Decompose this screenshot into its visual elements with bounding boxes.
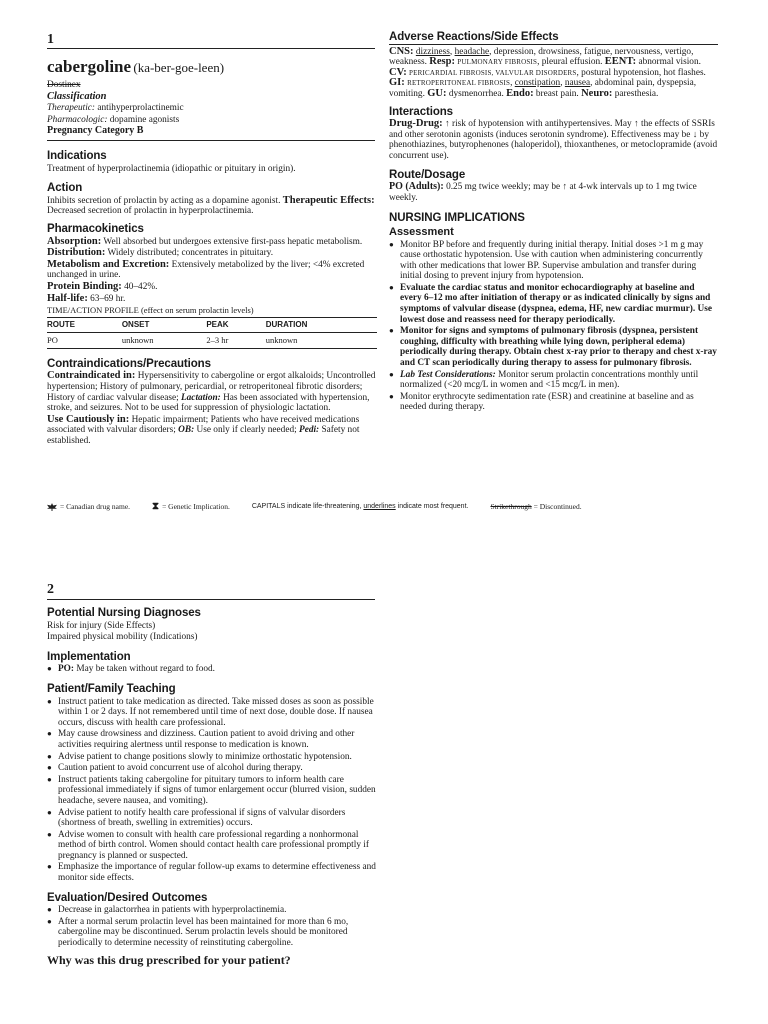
pronunciation: (ka-ber-goe-leen) bbox=[133, 60, 225, 75]
list-item: ● Advise patient to notify health care professional if signs of valvular disorders (shortness of breath, swelling in extremities) occurs. bbox=[47, 808, 377, 829]
drug-title bbox=[47, 58, 377, 79]
list-item: ● Advise women to consult with health care professional regarding a nonhormonal method of birth control. Women should contact health care professional promptly if pregnancy is planned or suspected. bbox=[47, 830, 377, 862]
evaluation-list bbox=[47, 905, 377, 948]
list-item: ● May cause drowsiness and dizziness. Caution patient to avoid driving and other activities requiring alertness until response to medication is known. bbox=[47, 729, 377, 750]
time-action-table bbox=[47, 317, 377, 349]
list-item: ● After a normal serum prolactin level has been maintained for more than 6 mo, cabergoline may be discontinued. Serum prolactin levels should be monitored periodically to determine necessity of reinstituting cabergoline. bbox=[47, 917, 377, 949]
drug-name: cabergoline bbox=[47, 57, 132, 76]
left-column bbox=[47, 58, 377, 448]
table-cell: PO bbox=[47, 333, 122, 349]
diagnosis-item: Impaired physical mobility (Indications) bbox=[47, 632, 198, 643]
page-number: 1 bbox=[47, 32, 54, 47]
list-item: ● Emphasize the importance of regular follow-up exams to determine effectiveness and monitor side effects. bbox=[47, 862, 377, 883]
list-item: ● Advise patient to change positions slowly to minimize orthostatic hypotension. bbox=[47, 752, 377, 763]
nursing-implications-heading: NURSING IMPLICATIONS bbox=[389, 212, 525, 225]
adverse-reactions-text: CNS: dizziness, headache, depression, drowsiness, fatigue, nervousness, vertigo, weakness. Resp: PULMONARY FIBROSIS, pleural effusion. EENT: abnormal vision. CV: PERICARDIAL FIBROSIS, VALVULAR DISORDERS, postural hypotension, hot flashes. GI: RETROPERITONEAL FIBROSIS, constipation, nausea, abdominal pain, dyspepsia, vomiting. GU: dysmenorrhea. Endo: breast pain. Neuro: paresthesia. bbox=[389, 45, 706, 99]
implementation-heading: Implementation bbox=[47, 650, 131, 663]
table-row bbox=[47, 333, 377, 349]
list-item: ● Monitor BP before and frequently during initial therapy. Initial doses >1 m g may cause orthostatic hypotension. Use with caution when administering concurrently with other medications that lower BP. Supervise ambulation and transfer during initial dosing to prevent injury from hypotension. bbox=[389, 240, 718, 282]
maple-leaf-icon bbox=[47, 503, 57, 511]
brand-name: Dostinex bbox=[47, 80, 81, 90]
pharmacologic-class: Pharmacologic: dopamine agonists bbox=[47, 114, 180, 125]
legend-strikethrough: Strikethrough = Discontinued. bbox=[490, 502, 582, 511]
dna-helix-icon: ⧗ bbox=[152, 501, 160, 512]
interactions-heading: Interactions bbox=[389, 105, 453, 118]
drug-card-page-2 bbox=[0, 580, 768, 1024]
teaching-list bbox=[47, 697, 377, 884]
list-item: ● Instruct patient to take medication as directed. Take missed doses as soon as possible within 1 or 2 days. If not remembered until time of next dose, double dose. If nausea occurs, discuss with health care professional. bbox=[47, 697, 377, 729]
classification-heading: Classification bbox=[47, 90, 107, 102]
time-action-caption: TIME/ACTION PROFILE (effect on serum prolactin levels) bbox=[47, 305, 254, 316]
diagnosis-item: Risk for injury (Side Effects) bbox=[47, 620, 156, 631]
header-rule bbox=[47, 599, 375, 600]
therapeutic-class: Therapeutic: antihyperprolactinemic bbox=[47, 103, 184, 114]
route-dosage-heading: Route/Dosage bbox=[389, 168, 466, 181]
indications-text: Treatment of hyperprolactinemia (idiopathic or pituitary in origin). bbox=[47, 163, 296, 174]
section-rule bbox=[47, 140, 375, 141]
list-item: ● Monitor for signs and symptoms of pulmonary fibrosis (dyspnea, persistent coughing, difficulty with breathing while lying down, peripheral edema) periodically during therapy. Obtain chest x-ray prior to therapy and chest x-ray and CT scan periodically during therapy to assess for pulmonary fibrosis. bbox=[389, 326, 718, 368]
route-dosage-text: PO (Adults): 0.25 mg twice weekly; may be ↑ at 4-wk intervals up to 1 mg twice weekly. bbox=[389, 181, 697, 203]
legend-genetic: ⧗ = Genetic Implication. bbox=[152, 501, 230, 512]
table-header: ONSET bbox=[122, 317, 207, 333]
contraindicated-in: Contraindicated in: Hypersensitivity to cabergoline or ergot alkaloids; Uncontrolled hypertension; History of pulmonary, pericardial, or retroperitoneal fibrotic disorders; History of cardiac valvular disease; Lactation: Has been associated with hypertension, stroke, and seizures. Not to be used for suppression of physiologic lactation. bbox=[47, 370, 376, 414]
why-prescribed-question: Why was this drug prescribed for your patient? bbox=[47, 952, 291, 967]
absorption: Absorption: Well absorbed but undergoes extensive first-pass hepatic metabolism. bbox=[47, 235, 363, 247]
list-item: ● PO: May be taken without regard to food. bbox=[47, 664, 377, 675]
legend bbox=[47, 501, 718, 512]
use-cautiously-in: Use Cautiously in: Hepatic impairment; Patients who have received medications associated with valvular disorders; OB: Use only if clearly needed; Pedi: Safety not established. bbox=[47, 413, 360, 447]
list-item: ● Instruct patients taking cabergoline for pituitary tumors to inform health care professional immediately if signs of tumor enlargement occur (blurred vision, sudden headache, severe nausea, and vomiting). bbox=[47, 775, 377, 807]
list-item: ● Caution patient to avoid concurrent use of alcohol during therapy. bbox=[47, 763, 377, 774]
distribution: Distribution: Widely distributed; concentrates in pituitary. bbox=[47, 247, 274, 259]
nursing-diagnoses-heading: Potential Nursing Diagnoses bbox=[47, 607, 201, 619]
right-column bbox=[389, 32, 718, 414]
section-rule bbox=[389, 44, 718, 45]
page-number: 2 bbox=[47, 582, 54, 597]
list-item: ● Lab Test Considerations: Monitor serum prolactin concentrations monthly until normalized (<20 mcg/L in women and <15 mcg/L in men). bbox=[389, 370, 718, 391]
table-cell: unknown bbox=[122, 333, 207, 349]
assessment-heading: Assessment bbox=[389, 225, 454, 238]
header-rule bbox=[47, 48, 375, 49]
implementation-list bbox=[47, 664, 377, 675]
list-item: ● Decrease in galactorrhea in patients with hyperprolactinemia. bbox=[47, 905, 377, 916]
table-header: ROUTE bbox=[47, 317, 122, 333]
adverse-reactions-heading: Adverse Reactions/Side Effects bbox=[389, 31, 559, 43]
table-header: DURATION bbox=[266, 317, 377, 333]
patient-teaching-heading: Patient/Family Teaching bbox=[47, 682, 176, 695]
half-life: Half-life: 63–69 hr. bbox=[47, 292, 126, 304]
evaluation-heading: Evaluation/Desired Outcomes bbox=[47, 891, 208, 904]
page2-column bbox=[47, 602, 377, 966]
interactions-text: Drug-Drug: ↑ risk of hypotension with antihypertensives. May ↑ the effects of SSRIs and other serotonin agonists (induces serotonin syndrome). Effectiveness may be ↓ by phenothiazines, butyrophenones (haloperidol), thioxanthenes, or metoclopramide (avoid concurrent use). bbox=[389, 118, 718, 161]
pharmacokinetics-heading: Pharmacokinetics bbox=[47, 222, 144, 235]
legend-canadian: = Canadian drug name. bbox=[47, 502, 130, 511]
action-text: Inhibits secretion of prolactin by acting as a dopamine agonist. Therapeutic Effects: Decreased secretion of prolactin in hyperprolactinemia. bbox=[47, 194, 375, 217]
legend-capitals: CAPITALS indicate life-threatening, underlines indicate most frequent. bbox=[251, 503, 469, 510]
contraindications-heading: Contraindications/Precautions bbox=[47, 357, 211, 370]
protein-binding: Protein Binding: 40–42%. bbox=[47, 280, 158, 292]
metabolism: Metabolism and Excretion: Extensively metabolized by the liver; <4% excreted unchanged in urine. bbox=[47, 258, 365, 281]
pregnancy-category: Pregnancy Category B bbox=[47, 125, 144, 137]
table-cell: unknown bbox=[266, 333, 377, 349]
indications-heading: Indications bbox=[47, 149, 107, 162]
list-item: ● Monitor erythrocyte sedimentation rate (ESR) and creatinine at baseline and as needed during therapy. bbox=[389, 392, 718, 413]
list-item: ● Evaluate the cardiac status and monitor echocardiography at baseline and every 6–12 mo after initiation of therapy or as indicated clinically by signs and symptoms of valvular disease (dyspnea, edema, HF, new cardiac murmur). Use lowest dose and reassess need for therapy periodically. bbox=[389, 283, 718, 325]
table-header: PEAK bbox=[206, 317, 265, 333]
assessment-list bbox=[389, 240, 718, 414]
action-heading: Action bbox=[47, 182, 83, 195]
table-cell: 2–3 hr bbox=[206, 333, 265, 349]
